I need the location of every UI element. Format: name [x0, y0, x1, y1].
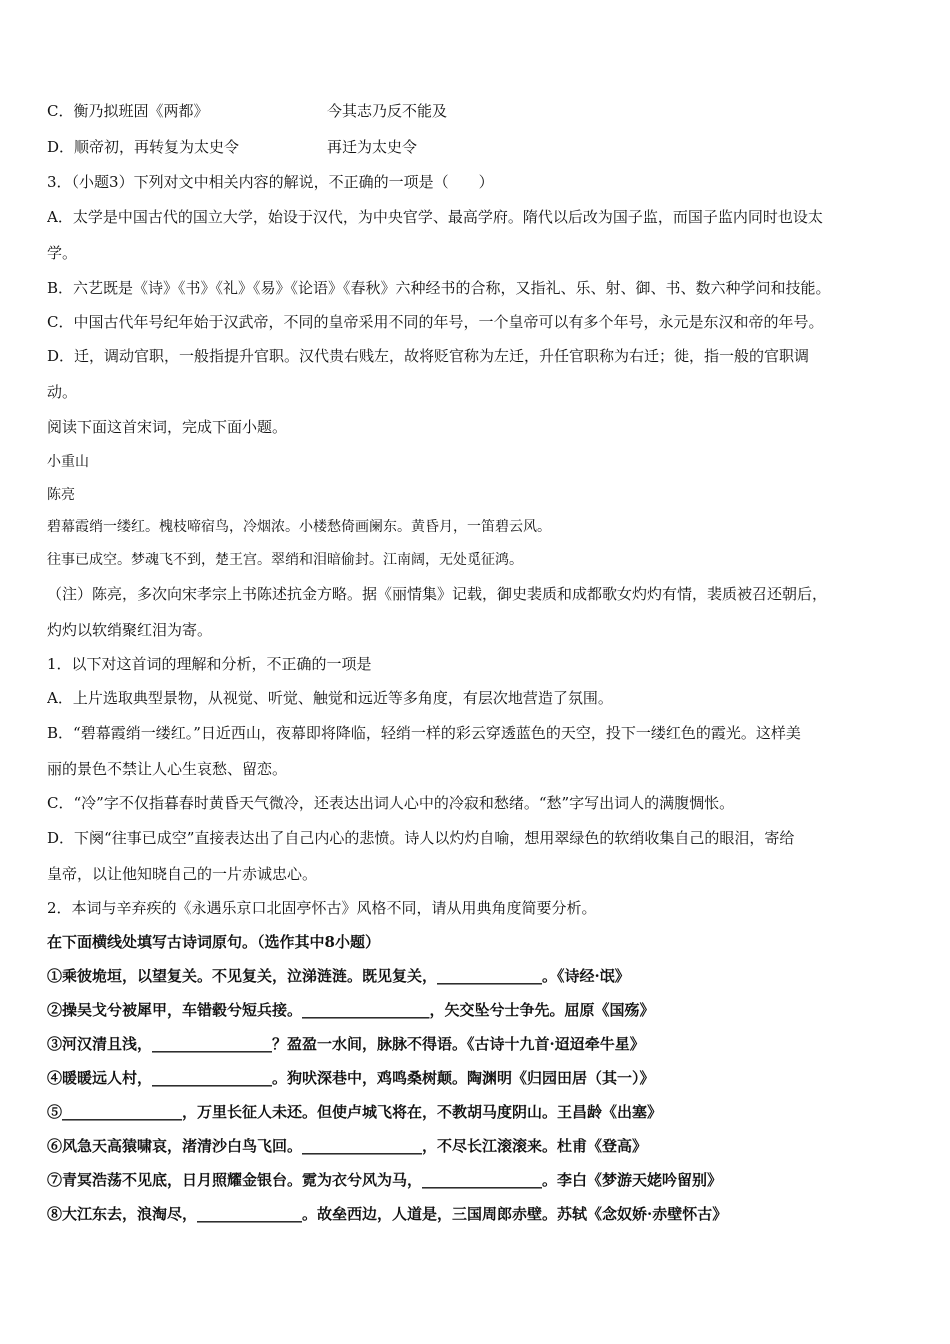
poem-verse-2: 往事已成空。梦魂飞不到，楚王宫。翠绡和泪暗偷封。江南阔，无处觅征鸿。 — [47, 552, 523, 568]
question-1-option-a: A．上片选取典型景物，从视觉、听觉、触觉和远近等多角度，有层次地营造了氛围。 — [47, 689, 613, 707]
poem-instruction: 阅读下面这首宋词，完成下面小题。 — [47, 418, 288, 436]
option-d-right: 再迁为太史令 — [327, 138, 418, 156]
question-3-option-d-cont: 动。 — [47, 383, 78, 401]
fill-item-2: ②操吴戈兮被犀甲，车错毂兮短兵接。_________________，矢交坠兮士争先。屈原《国殇》 — [47, 1001, 655, 1019]
poem-author: 陈亮 — [47, 487, 75, 503]
question-3-option-a: A．太学是中国古代的国立大学，始设于汉代，为中央官学、最高学府。隋代以后改为国子监，而国子监内同时也设太 — [47, 208, 823, 226]
fill-section-heading: 在下面横线处填写古诗词原句。（选作其中8小题） — [47, 933, 380, 951]
question-3-option-a-cont: 学。 — [47, 244, 78, 262]
option-c-right: 今其志乃反不能及 — [327, 102, 448, 120]
question-3-option-c: C．中国古代年号纪年始于汉武帝，不同的皇帝采用不同的年号，一个皇帝可以有多个年号，永元是东汉和帝的年号。 — [47, 313, 824, 331]
option-d-row — [47, 137, 909, 157]
fill-item-8: ⑧大江东去，浪淘尽，______________。故垒西边，人道是，三国周郎赤壁。苏轼《念奴娇·赤壁怀古》 — [47, 1205, 728, 1223]
question-3-option-d: D．迁，调动官职，一般指提升官职。汉代贵右贱左，故将贬官称为左迁，升任官职称为右迁；徙，指一般的官职调 — [47, 347, 810, 365]
fill-item-6: ⑥风急天高猿啸哀，渚清沙白鸟飞回。________________，不尽长江滚滚来。杜甫《登高》 — [47, 1137, 648, 1155]
poem-title: 小重山 — [47, 454, 89, 470]
poem-verse-1: 碧幕霞绡一缕红。槐枝啼宿鸟，冷烟浓。小楼愁倚画阑东。黄昏月，一笛碧云风。 — [47, 519, 551, 535]
question-1-option-d-cont: 皇帝，以让他知晓自己的一片赤诚忠心。 — [47, 865, 318, 883]
poem-note: （注）陈亮，多次向宋孝宗上书陈述抗金方略。据《丽情集》记载，御史裴质和成都歌女灼灼有情，裴质被召还朝后， — [47, 585, 828, 603]
fill-item-3: ③河汉清且浅，________________？盈盈一水间，脉脉不得语。《古诗十九首·迢迢牵牛星》 — [47, 1035, 645, 1053]
question-1-option-c: C．“冷”字不仅指暮春时黄昏天气微冷，还表达出词人心中的冷寂和愁绪。“愁”字写出词人的满腹惆怅。 — [47, 794, 735, 812]
poem-note-cont: 灼灼以软绡聚红泪为寄。 — [47, 621, 213, 639]
fill-item-4: ④暖暖远人村，________________。狗吠深巷中，鸡鸣桑树颠。陶渊明《归园田居（其一）》 — [47, 1069, 655, 1087]
fill-item-1: ①乘彼垝垣，以望复关。不见复关，泣涕涟涟。既见复关，______________。《诗经·氓》 — [47, 967, 630, 985]
fill-item-5: ⑤________________，万里长征人未还。但使卢城飞将在，不教胡马度阴山。王昌龄《出塞》 — [47, 1103, 663, 1121]
option-d-left: D．顺帝初，再转复为太史令 — [47, 138, 240, 156]
question-1-option-b-cont: 丽的景色不禁让人心生哀愁、留恋。 — [47, 760, 288, 778]
question-3-stem: 3．（小题3）下列对文中相关内容的解说，不正确的一项是（ ） — [47, 173, 494, 191]
fill-item-7: ⑦青冥浩荡不见底，日月照耀金银台。霓为衣兮风为马，________________。李白《梦游天姥吟留别》 — [47, 1171, 723, 1189]
option-c-left: C．衡乃拟班固《两都》 — [47, 102, 209, 120]
question-3-option-b: B．六艺既是《诗》《书》《礼》《易》《论语》《春秋》六种经书的合称，又指礼、乐、射、御、书、数六种学问和技能。 — [47, 279, 831, 297]
option-c-row — [47, 101, 909, 121]
question-1-stem: 1．以下对这首词的理解和分析，不正确的一项是 — [47, 655, 372, 673]
question-1-option-b: B．“碧幕霞绡一缕红。”日近西山，夜幕即将降临，轻绡一样的彩云穿透蓝色的天空，投下一缕红色的霞光。这样美 — [47, 724, 801, 742]
question-2-stem: 2．本词与辛弃疾的《永遇乐京口北固亭怀古》风格不同，请从用典角度简要分析。 — [47, 899, 597, 917]
question-1-option-d: D．下阕“往事已成空”直接表达出了自己内心的悲愤。诗人以灼灼自喻，想用翠绿色的软绡收集自己的眼泪，寄给 — [47, 829, 795, 847]
